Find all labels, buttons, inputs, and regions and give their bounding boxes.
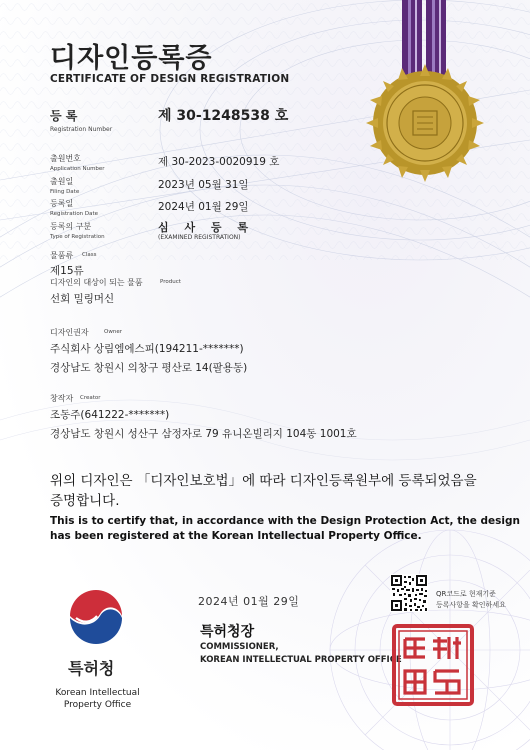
- product-label-korean: 디자인의 대상이 되는 물품: [50, 278, 143, 287]
- certificate-title-korean: 디자인등록증: [50, 43, 213, 74]
- product-label-english: Product: [160, 279, 181, 285]
- issue-date: 2024년 01월 29일: [198, 595, 300, 608]
- registration-type-label-korean: 등록의 구분: [50, 222, 92, 231]
- registration-number: 제 30-1248538 호: [158, 108, 289, 124]
- certification-english-line2: has been registered at the Korean Intellectual Property Office.: [50, 530, 422, 542]
- owner-label-korean: 디자인권자: [50, 328, 89, 337]
- commissioner-title-english-line2: KOREAN INTELLECTUAL PROPERTY OFFICE: [200, 655, 402, 665]
- registration-label-english: Registration Number: [50, 126, 113, 133]
- registration-date-label-english: Registration Date: [50, 211, 99, 217]
- class-value: 제15류: [50, 265, 84, 277]
- registration-type-english: (EXAMINED REGISTRATION): [158, 234, 241, 241]
- qr-caption-line2: 등록사항을 확인하세요: [436, 601, 506, 609]
- registration-type-label-english: Type of Registration: [50, 234, 105, 240]
- qr-caption-line1: QR코드로 현재기준: [436, 590, 496, 598]
- owner-address: 경상남도 창원시 의창구 평산로 14(팔용동): [50, 362, 248, 374]
- class-label-english: Class: [82, 252, 97, 258]
- class-label-korean: 물품류: [50, 251, 74, 260]
- creator-label-korean: 창작자: [50, 394, 74, 403]
- office-name-korean: 특허청: [68, 659, 115, 678]
- certification-korean-line2: 증명합니다.: [50, 493, 120, 509]
- qr-code-icon[interactable]: [390, 574, 428, 612]
- official-red-stamp-icon: [391, 623, 475, 707]
- registration-date: 2024년 01월 29일: [158, 201, 249, 213]
- filing-date-label-english: Filing Date: [50, 189, 80, 195]
- office-name-english-line2: Property Office: [63, 700, 132, 710]
- creator-label-english: Creator: [80, 395, 101, 401]
- filing-date-label-korean: 출원일: [50, 177, 74, 186]
- certification-korean-line1: 위의 디자인은 「디자인보호법」에 따라 디자인등록원부에 등록되었음을: [50, 473, 477, 489]
- registration-date-label-korean: 등록일: [50, 199, 74, 208]
- creator-name: 조동주(641222-*******): [50, 409, 170, 421]
- commissioner-title-english-line1: COMMISSIONER,: [200, 642, 279, 652]
- registration-type-korean: 심 사 등 록: [158, 221, 254, 234]
- filing-date: 2023년 05월 31일: [158, 179, 249, 191]
- owner-label-english: Owner: [104, 329, 122, 335]
- product-value: 선회 밀링머신: [50, 293, 115, 305]
- application-label-korean: 출원번호: [50, 154, 81, 163]
- certification-english-line1: This is to certify that, in accordance with the Design Protection Act, the design: [50, 515, 520, 527]
- application-label-english: Application Number: [50, 166, 105, 172]
- gold-seal-icon: [364, 62, 486, 184]
- registration-label-korean: 등 록: [50, 109, 78, 123]
- office-name-english-line1: Korean Intellectual: [55, 688, 140, 698]
- owner-name: 주식회사 상림엠에스피(194211-*******): [50, 343, 244, 355]
- commissioner-title-korean: 특허청장: [200, 624, 255, 640]
- office-name-english: [50, 687, 145, 711]
- kipo-emblem-icon: [66, 588, 126, 648]
- application-number: 제 30-2023-0020919 호: [158, 156, 280, 168]
- certificate-title-english: CERTIFICATE OF DESIGN REGISTRATION: [50, 73, 290, 85]
- creator-address: 경상남도 창원시 성산구 삼정자로 79 유니온빌리지 104동 1001호: [50, 428, 357, 440]
